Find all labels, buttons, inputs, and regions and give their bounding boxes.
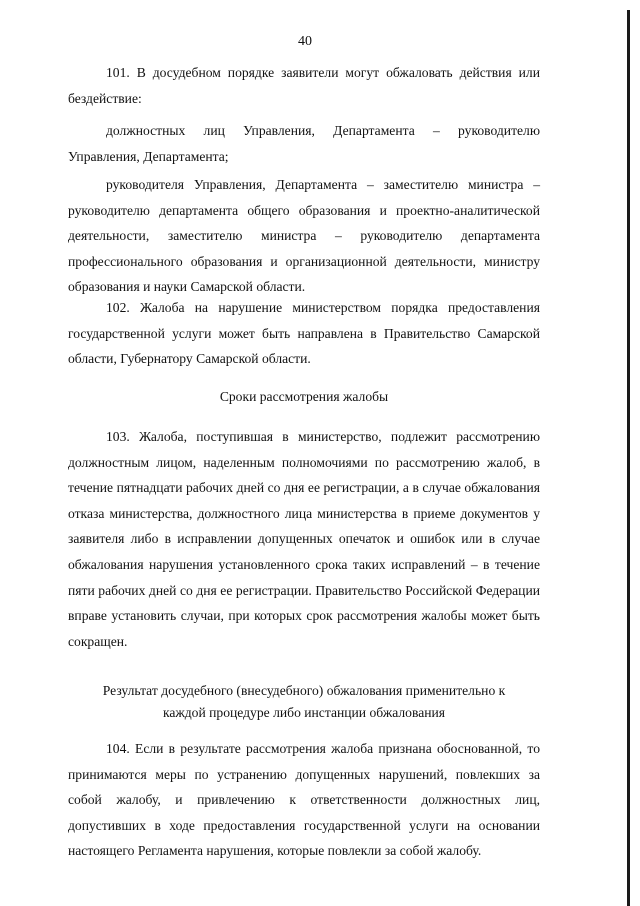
paragraph-102-text: 102. Жалоба на нарушение министерством порядка предоставления государственной услуги может быть направлена в Правительство Самарской области, Губернатору Самарской области. [68,300,540,367]
scan-edge-line [627,10,630,906]
paragraph-101-item-a-text: должностных лиц Управления, Департамента – руководителю Управления, Департамента; [68,123,540,164]
paragraph-101-item-b [68,172,540,300]
paragraph-103 [68,424,540,654]
paragraph-103-text: 103. Жалоба, поступившая в министерство, подлежит рассмотрению должностным лицом, наделенным полномочиями по рассмотрению жалоб, в течение пятнадцати рабочих дней со дня ее регистрации, а в случае обжалования отказа министерства, должностного лица министерства в приеме документов у заявителя либо в исправлении допущенных опечаток и ошибок или в случае обжалования нарушения установленного срока таких исправлений – в течение пяти рабочих дней со дня ее регистрации. Правительство Российской Федерации вправе установить случаи, при которых срок рассмотрения жалобы может быть сокращен. [68,429,540,649]
page-number: 40 [298,34,312,49]
section-heading-104-line2: каждой процедуре либо инстанции обжалования [162,705,446,720]
section-heading-104-line1: Результат досудебного (внесудебного) обжалования применительно к [102,683,506,698]
paragraph-104 [68,736,540,864]
section-heading-104 [68,680,540,724]
paragraph-101-item-b-text: руководителя Управления, Департамента – заместителю министра – руководителю департамента общего образования и проектно-аналитической деятельности, заместителю министра – руководителю департамента профессионального образования и организационной деятельности, министру образования и науки Самарской области. [68,177,540,295]
section-heading-103-text: Сроки рассмотрения жалобы [219,389,389,404]
paragraph-104-text: 104. Если в результате рассмотрения жалоба признана обоснованной, то принимаются меры по устранению допущенных нарушений, повлекших за собой жалобу, и привлечению к ответственности должностных лиц, допустивших в ходе предоставления государственной услуги на основании настоящего Регламента нарушения, которые повлекли за собой жалобу. [68,741,540,859]
paragraph-101-item-a [68,118,540,169]
paragraph-102 [68,295,540,372]
paragraph-101 [68,60,540,111]
section-heading-103 [68,384,540,410]
paragraph-101-text: 101. В досудебном порядке заявители могут обжаловать действия или бездействие: [68,65,540,106]
